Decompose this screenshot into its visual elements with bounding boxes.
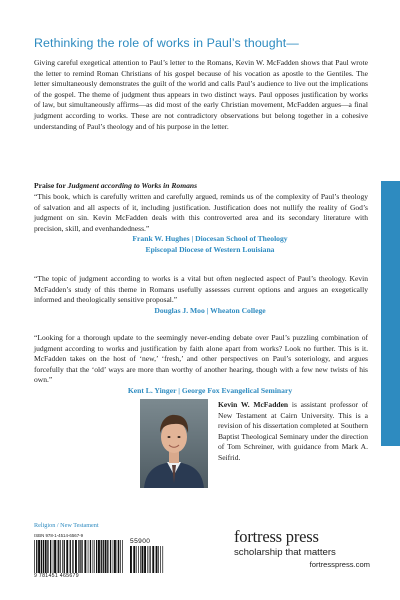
barcode-bar [147, 546, 148, 573]
barcode-bar [113, 540, 114, 573]
barcode-bar [120, 540, 121, 573]
attribution-separator: | [178, 385, 180, 395]
barcode-bar [103, 540, 104, 573]
endorsement-attribution [34, 386, 368, 397]
attribution-separator: | [206, 305, 209, 315]
endorsement-text: “This book, which is carefully written and carefully argued, reminds us of the complexity of Paul’s theology of salvation and all aspects of it, including justification. Justification does not nullify the reality of God’s judgment on sin. Kevin McFadden deals with this controverted area and its secondary literature with precision, skill, and evenhandedness.” [34, 192, 368, 233]
price-barcode-bars [130, 546, 164, 573]
category-label: Religion / New Testament [34, 522, 99, 529]
author-bio [218, 400, 368, 464]
endorsement-text: “Looking for a thorough update to the seemingly never-ending debate over Paul’s puzzling combination of judgment according to works and justification by faith alone apart from works? Look no further. This is it. McFadden takes on the host of ‘new,’ ‘fresh,’ and other perspectives on Paul’s soteriology, and argues forcefully that the ‘old’ ways are more than worthy of another hearing, though with a few new twists of his own.” [34, 333, 368, 385]
price-code: 55900 [130, 538, 151, 545]
endorser-affiliation-line-2: Episcopal Diocese of Western Louisiana [145, 244, 275, 254]
barcode-bar [98, 540, 100, 573]
author-bio-text: is assistant professor of New Testament at Cairn University. This is a revision of his dissertation completed at Southern Baptist Theological Seminary under the direction of Tom Schreiner, with guidance from Mark A. Seifrid. [218, 400, 368, 462]
barcode-bar [38, 540, 40, 573]
barcode-bar [84, 540, 86, 573]
barcode-bar [144, 546, 146, 573]
endorsement-attribution [34, 306, 368, 317]
barcode-bar [118, 540, 119, 573]
attribution-separator: | [191, 234, 194, 244]
barcode-bar [162, 546, 163, 573]
author-name: Kevin W. McFadden [218, 400, 289, 409]
barcode-bar [133, 546, 135, 573]
barcode-bar [62, 540, 63, 573]
barcode-bar [96, 540, 97, 573]
praise-book-title: Judgment according to Works in Romans [67, 181, 198, 190]
barcode-bar [34, 540, 35, 573]
author-photo [140, 399, 208, 488]
endorsement-2 [34, 274, 368, 316]
barcode-bar [94, 540, 95, 573]
isbn-barcode [34, 533, 166, 581]
barcode-bar [101, 540, 102, 573]
barcode-bar [82, 540, 83, 573]
barcode-bar [72, 540, 73, 573]
barcode-bar [75, 540, 77, 573]
publisher-tagline: scholarship that matters [234, 547, 336, 558]
barcode-bar [140, 546, 141, 573]
endorser-affiliation: Diocesan School of Theology [195, 234, 288, 244]
barcode-bar [45, 540, 47, 573]
barcode-bars [34, 540, 124, 573]
barcode-bar [88, 540, 89, 573]
endorser-affiliation: Wheaton College [210, 305, 266, 315]
barcode-bar [93, 540, 94, 573]
barcode-bar [66, 540, 68, 573]
endorsement-1 [34, 192, 368, 256]
barcode-bar [60, 540, 61, 573]
barcode-bar [64, 540, 65, 573]
barcode-bar [156, 546, 158, 573]
barcode-bar [47, 540, 48, 573]
praise-prefix: Praise for [34, 181, 68, 190]
barcode-bar [53, 540, 54, 573]
barcode-bar [36, 540, 37, 573]
headline: Rethinking the role of works in Paul’s thought— [34, 36, 299, 50]
barcode-bar [41, 540, 42, 573]
barcode-bar [90, 540, 91, 573]
endorsement-attribution [34, 234, 368, 245]
barcode-bar [122, 540, 123, 573]
publisher-block [234, 528, 374, 570]
endorser-name: Douglas J. Moo [154, 305, 205, 315]
barcode-bar [54, 540, 56, 573]
endorser-affiliation: George Fox Evangelical Seminary [181, 385, 293, 395]
barcode-bar [158, 546, 159, 573]
spine-accent-bar [381, 181, 400, 446]
barcode-bar [150, 546, 151, 573]
barcode-bar [149, 546, 150, 573]
isbn-text: ISBN 978-1-4514-6567-9 [34, 533, 84, 538]
barcode-bar [114, 540, 116, 573]
praise-heading [34, 181, 368, 190]
endorser-name: Kent L. Yinger [127, 385, 177, 395]
barcode-bar [110, 540, 111, 573]
barcode-bar [107, 540, 108, 573]
barcode-bar [43, 540, 44, 573]
barcode-bar [50, 540, 51, 573]
barcode-bar [58, 540, 59, 573]
publisher-url: fortresspress.com [309, 560, 370, 569]
author-portrait-illustration [140, 399, 208, 488]
barcode-bar [142, 546, 144, 573]
barcode-bar [57, 540, 58, 573]
barcode-bar [130, 546, 132, 573]
publisher-name: fortress press [234, 527, 319, 546]
barcode-digits: 9 781451 465679 [34, 573, 79, 579]
barcode-bar [70, 540, 71, 573]
endorsement-3 [34, 333, 368, 397]
barcode-bar [78, 540, 79, 573]
barcode-bar [136, 546, 137, 573]
barcode-bar [117, 540, 118, 573]
barcode-bar [152, 546, 154, 573]
endorser-name: Frank W. Hughes [132, 234, 190, 244]
barcode-bar [138, 546, 139, 573]
barcode-bar [105, 540, 107, 573]
barcode-bar [160, 546, 161, 573]
intro-paragraph: Giving careful exegetical attention to Paul’s letter to the Romans, Kevin W. McFadden shows that Paul wrote the letter to remind Roman Christians of his gospel because of his vocation as apostle to the Gentiles. The letter simultaneously demonstrates the guilt of the world and calls Paul’s audience to live out the implications of the gospel. The theme of judgment thus appears in two distinct ways. Paul opposes justification by works of law, but simultaneously affirms—as did most of the early Christian movement, McFadden argues—a final judgment according to works. These are not contradictory observations but belong together in a cohesive understanding of Paul’s theology and of his purpose in the letter. [34, 58, 368, 131]
barcode-bar [80, 540, 81, 573]
endorsement-text: “The topic of judgment according to works is a vital but often neglected aspect of Paul’s theology. Kevin McFadden’s study of this theme in Romans usefully assesses current options and argues an exegetically informed and theologically sensitive proposal.” [34, 274, 368, 305]
